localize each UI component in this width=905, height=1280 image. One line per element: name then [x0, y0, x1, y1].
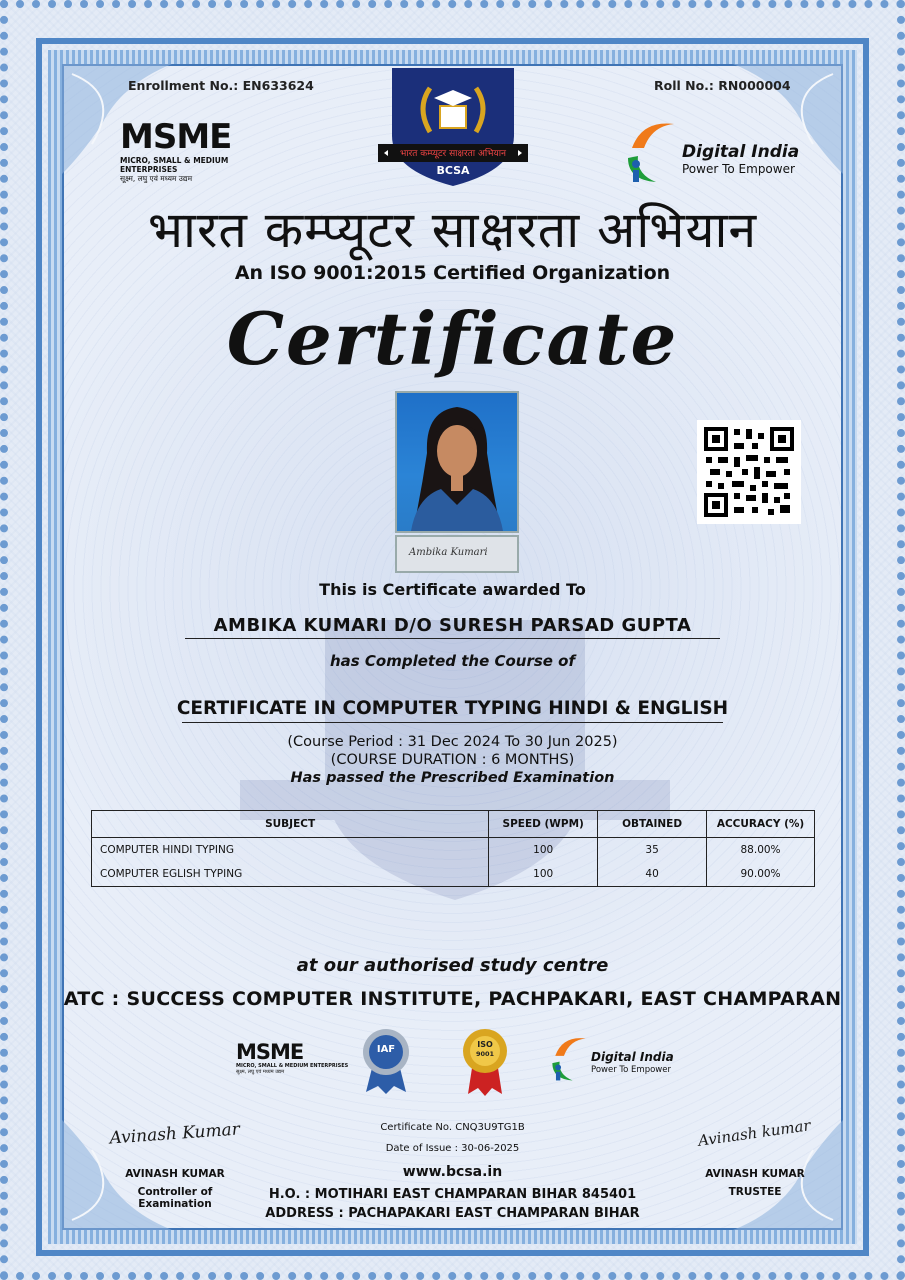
qr-code — [697, 420, 801, 524]
website: www.bcsa.in — [402, 1164, 503, 1180]
student-portrait-icon — [397, 393, 517, 531]
cell-accuracy: 88.00% — [707, 838, 815, 863]
header-speed: SPEED (WPM) — [489, 811, 598, 838]
course-duration: (COURSE DURATION : 6 MONTHS) — [330, 752, 575, 768]
digital-india-tagline: Power To Empower — [682, 162, 795, 176]
msme-small-logo-text: MSME — [236, 1040, 304, 1064]
iso-line: An ISO 9001:2015 Certified Organization — [234, 262, 671, 284]
course-underline — [182, 722, 723, 723]
course-period: (Course Period : 31 Dec 2024 To 30 Jun 2025) — [287, 734, 618, 750]
study-centre-line: at our authorised study centre — [296, 955, 609, 976]
iaf-badge — [360, 1028, 412, 1094]
msme-small-line2: सूक्ष्म, लघु एवं मध्यम उद्यम — [236, 1069, 285, 1075]
header-obtained: OBTAINED — [598, 811, 707, 838]
roll-number: Roll No.: RN000004 — [654, 78, 791, 93]
digital-india-title: Digital India — [682, 142, 800, 162]
cell-subject: COMPUTER HINDI TYPING — [92, 838, 489, 863]
digital-india-logo — [622, 118, 802, 184]
digital-india-small-tagline: Power To Empower — [591, 1065, 671, 1075]
iso-label: ISO — [477, 1040, 493, 1049]
table-row — [92, 838, 815, 863]
left-signatory-title: Controller of Examination — [137, 1186, 213, 1210]
certificate-number: Certificate No. CNQ3U9TG1B — [380, 1122, 525, 1133]
right-signatory — [680, 1116, 830, 1198]
digital-india-small-swirl-icon — [548, 1034, 590, 1082]
table-row — [92, 862, 815, 887]
passed-line: Has passed the Prescribed Examination — [290, 770, 615, 786]
awarded-line: This is Certificate awarded To — [319, 580, 586, 599]
bcsa-logo — [378, 66, 528, 188]
cell-obtained: 35 — [598, 838, 707, 863]
ho-address: H.O. : MOTIHARI EAST CHAMPARAN BIHAR 845401 — [268, 1187, 637, 1202]
right-signature: Avinash kumar — [696, 1116, 812, 1150]
cell-speed: 100 — [489, 838, 598, 863]
iaf-medal-icon — [360, 1028, 412, 1094]
header-accuracy: ACCURACY (%) — [707, 811, 815, 838]
iso-number: 9001 — [475, 1050, 495, 1058]
header-subject: SUBJECT — [92, 811, 489, 838]
name-underline — [185, 638, 720, 639]
atc-line: ATC : SUCCESS COMPUTER INSTITUTE, PACHPAKARI, EAST CHAMPARAN — [63, 988, 842, 1010]
digital-india-logo-small — [548, 1034, 678, 1082]
student-signature: Ambika Kumari — [409, 547, 488, 558]
msme-logo-small — [236, 1040, 349, 1075]
digital-india-swirl-icon — [622, 118, 680, 184]
msme-line2: सूक्ष्म, लघु एवं मध्यम उद्यम — [120, 174, 193, 183]
hindi-title: भारत कम्प्यूटर साक्षरता अभियान — [147, 201, 758, 259]
address: ADDRESS : PACHAPAKARI EAST CHAMPARAN BIHAR — [265, 1206, 640, 1221]
right-signatory-name: AVINASH KUMAR — [705, 1168, 805, 1180]
cell-speed: 100 — [489, 862, 598, 887]
msme-logo-text: MSME — [120, 117, 232, 157]
left-signatory — [100, 1119, 250, 1210]
msme-line1: MICRO, SMALL & MEDIUM ENTERPRISES — [120, 156, 229, 174]
table-header-row — [92, 811, 815, 838]
cell-obtained: 40 — [598, 862, 707, 887]
right-signatory-title: TRUSTEE — [728, 1186, 782, 1198]
qr-code-icon — [704, 427, 794, 517]
completed-line: has Completed the Course of — [329, 652, 576, 670]
digital-india-small-title: Digital India — [591, 1050, 674, 1064]
msme-small-line1: MICRO, SMALL & MEDIUM ENTERPRISES — [236, 1063, 349, 1069]
msme-logo — [120, 117, 265, 184]
iaf-label: IAF — [376, 1044, 396, 1055]
student-name: AMBIKA KUMARI D/O SURESH PARSAD GUPTA — [213, 615, 692, 636]
left-signatory-name: AVINASH KUMAR — [125, 1168, 225, 1180]
bcsa-hindi-band: भारत कम्प्यूटर साक्षरता अभियान — [399, 149, 507, 159]
marks-table — [91, 810, 815, 887]
iso-seal-icon — [460, 1028, 510, 1096]
course-name: CERTIFICATE IN COMPUTER TYPING HINDI & ENGLISH — [176, 698, 729, 719]
enrollment-number: Enrollment No.: EN633624 — [128, 78, 314, 93]
iso-badge — [460, 1028, 510, 1096]
student-photo — [395, 391, 519, 533]
cell-subject: COMPUTER EGLISH TYPING — [92, 862, 489, 887]
date-of-issue: Date of Issue : 30-06-2025 — [385, 1143, 520, 1154]
bcsa-abbr: BCSA — [436, 164, 470, 177]
student-signature-box — [395, 535, 519, 573]
left-signature: Avinash Kumar — [108, 1119, 241, 1149]
certificate-heading: Certificate — [226, 296, 679, 381]
cell-accuracy: 90.00% — [707, 862, 815, 887]
